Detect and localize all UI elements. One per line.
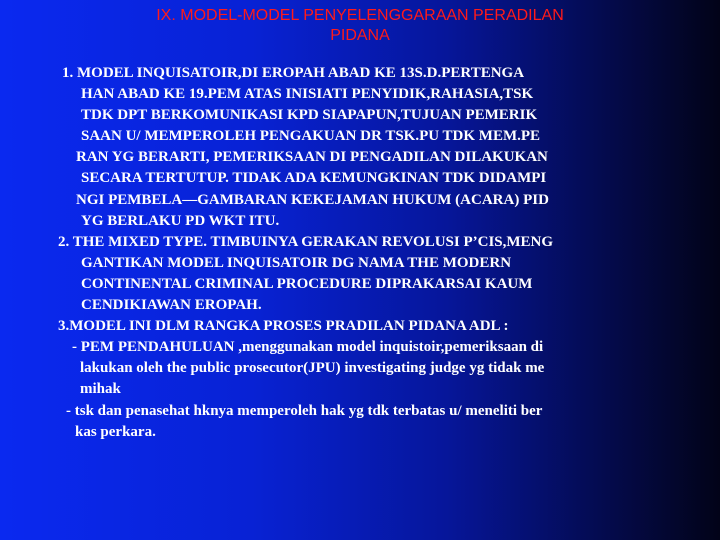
body-line-9: 2. THE MIXED TYPE. TIMBUINYA GERAKAN REVOLUSI P’CIS,MENG [58, 233, 554, 250]
body-line-8: YG BERLAKU PD WKT ITU. [81, 212, 280, 229]
slide-body [0, 63, 720, 443]
slide-title-line-2: PIDANA [330, 27, 390, 44]
body-line-7: NGI PEMBELA—GAMBARAN KEKEJAMAN HUKUM (ACARA) PID [76, 191, 549, 208]
body-line-6: SECARA TERTUTUP. TIDAK ADA KEMUNGKINAN TDK DIDAMPI [81, 170, 547, 187]
slide-title-line-1: IX. MODEL-MODEL PENYELENGGARAAN PERADILAN [156, 7, 564, 24]
body-line-5: RAN YG BERARTI, PEMERIKSAAN DI PENGADILAN DILAKUKAN [76, 149, 548, 166]
body-line-1: 1. MODEL INQUISATOIR,DI EROPAH ABAD KE 13S.D.PERTENGA [62, 65, 525, 81]
body-line-12: CENDIKIAWAN EROPAH. [81, 297, 262, 314]
body-line-4: SAAN U/ MEMPEROLEH PENGAKUAN DR TSK.PU TDK MEM.PE [81, 128, 541, 145]
body-line-11: CONTINENTAL CRIMINAL PROCEDURE DIPRAKARSAI KAUM [81, 275, 533, 292]
body-line-14: - PEM PENDAHULUAN ,menggunakan model inquistoir,pemeriksaan di [72, 339, 544, 356]
body-line-16: mihak [80, 381, 121, 398]
body-line-10: GANTIKAN MODEL INQUISATOIR DG NAMA THE MODERN [81, 254, 512, 271]
body-line-18: kas perkara. [75, 423, 156, 440]
body-line-17: - tsk dan penasehat hknya memperoleh hak yg tdk terbatas u/ meneliti ber [66, 402, 543, 419]
slide-title [60, 6, 660, 46]
body-line-13: 3.MODEL INI DLM RANGKA PROSES PRADILAN PIDANA ADL : [58, 318, 509, 335]
body-line-15: lakukan oleh the public prosecutor(JPU) investigating judge yg tidak me [80, 360, 545, 377]
body-line-2: HAN ABAD KE 19.PEM ATAS INISIATI PENYIDIK,RAHASIA,TSK [81, 86, 534, 103]
body-line-3: TDK DPT BERKOMUNIKASI KPD SIAPAPUN,TUJUAN PEMERIK [81, 107, 538, 124]
